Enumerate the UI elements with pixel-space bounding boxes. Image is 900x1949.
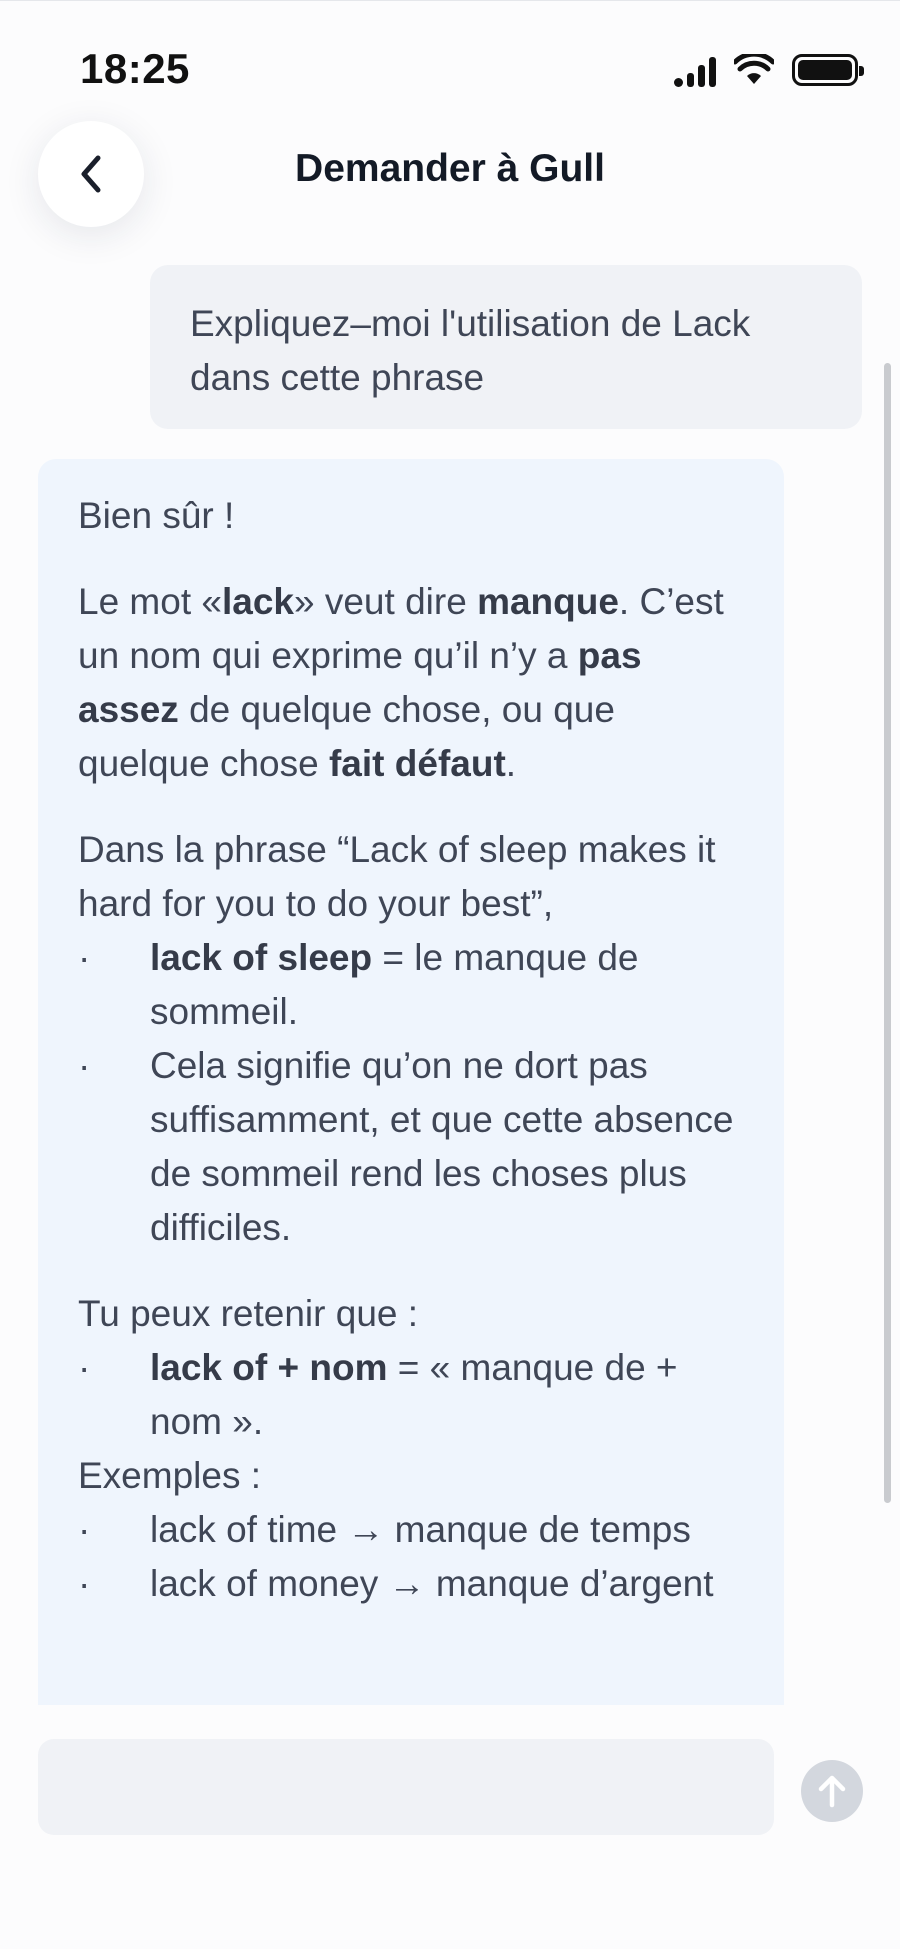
user-message-text: Expliquez–moi l'utilisation de Lack dans cette phrase [190, 303, 751, 398]
status-bar [0, 1, 900, 121]
user-message-bubble [150, 265, 862, 429]
list-item: · Cela signifie qu’on ne dort pas suffisamment, et que cette absence de sommeil rend les choses plus difficiles. [78, 1045, 734, 1248]
arrow-up-icon [817, 1774, 847, 1808]
status-time: 18:25 [80, 45, 190, 92]
assistant-message-bubble [38, 459, 784, 1705]
list-item: · lack of money → manque d’argent [78, 1563, 714, 1604]
message-input[interactable] [38, 1739, 774, 1835]
cellular-signal-icon [674, 53, 716, 87]
list-item: · lack of time → manque de temps [78, 1509, 691, 1550]
assistant-paragraph-sentence: Dans la phrase “Lack of sleep makes it hard for you to do your best”, [78, 829, 716, 924]
examples-label: Exemples : [78, 1455, 262, 1496]
status-icons [674, 53, 858, 87]
battery-icon [792, 54, 858, 86]
list-item: · lack of + nom = « manque de + nom ». [78, 1347, 678, 1442]
send-button[interactable] [801, 1760, 863, 1822]
page-title: Demander à Gull [295, 147, 605, 190]
assistant-paragraph-definition: Le mot «lack» veut dire manque. C’est un nom qui exprime qu’il n’y a pas assez de quelque chose, ou que quelque chose fait défaut. [78, 581, 724, 784]
assistant-paragraph-retain: Tu peux retenir que : [78, 1293, 419, 1334]
wifi-icon [734, 54, 774, 86]
list-item: · lack of sleep = le manque de sommeil. [78, 937, 639, 1032]
scrollbar-thumb[interactable] [884, 363, 891, 1503]
assistant-greeting: Bien sûr ! [78, 495, 235, 536]
scrollbar[interactable] [884, 363, 892, 1503]
